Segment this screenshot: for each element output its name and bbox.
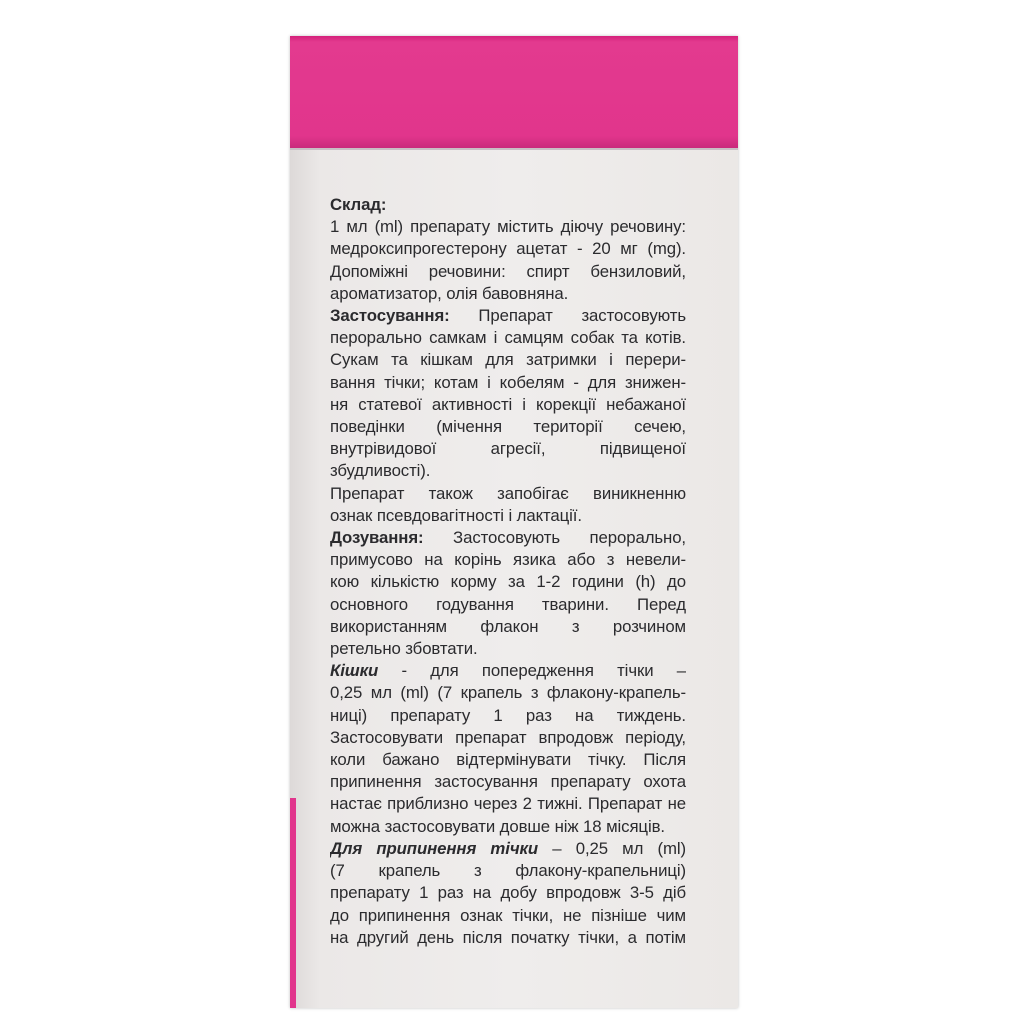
- usage-extra-line: Препарат також запобігає виникненню: [330, 483, 686, 503]
- cats-line: коли бажано відтермінувати тічку. Після: [330, 750, 686, 770]
- usage-line: вання тічки; котам і кобелям - для знижен-: [330, 372, 686, 392]
- stop-line: до припинення ознак тічки, не пізніше чим: [330, 905, 686, 925]
- usage-line: перорально самкам і самцям собак та котів.: [330, 328, 686, 348]
- usage-line: ня статевої активності і корекції небажаної: [330, 394, 686, 414]
- dosage-line: основного годування тварини. Перед: [330, 594, 686, 614]
- cats-line: настає приблизно через 2 тижні. Препарат не: [330, 794, 686, 814]
- usage-line: поведінки (мічення території сечею,: [330, 417, 686, 437]
- composition-line: Допоміжні речовини: спирт бензиловий,: [330, 261, 686, 281]
- composition-line: ароматизатор, олія бавовняна.: [330, 283, 569, 303]
- stop-line: – 0,25 мл (ml): [538, 838, 686, 858]
- cats-line: ниці) препарату 1 раз на тиждень.: [330, 705, 686, 725]
- leaflet-text: [330, 194, 686, 949]
- stop-title: Для припинення тічки: [330, 838, 539, 858]
- magenta-top-band: [290, 36, 738, 148]
- usage-extra-line: ознак псевдовагітності і лактації.: [330, 505, 582, 525]
- dosage-line: примусово на корінь язика або з невели-: [330, 550, 686, 570]
- cats-line: можна застосовувати довше ніж 18 місяців.: [330, 816, 665, 836]
- composition-line: медроксипрогестерону ацетат - 20 мг (mg).: [330, 239, 686, 259]
- usage-line: Сукам та кішкам для затримки і перери-: [330, 350, 686, 370]
- cats-line: - для попередження тічки –: [378, 661, 686, 681]
- dosage-title: Дозування:: [330, 528, 424, 548]
- cats-line: 0,25 мл (ml) (7 крапель з флакону-крапель-: [330, 683, 686, 703]
- package-side-panel: [290, 36, 738, 1008]
- dosage-line: використанням флакон з розчином: [330, 616, 686, 636]
- composition-line: 1 мл (ml) препарату містить діючу речовину:: [330, 217, 686, 237]
- cats-title: Кішки: [330, 661, 379, 681]
- band-divider: [290, 148, 738, 150]
- usage-line: внутрівидової агресії, підвищеної: [330, 439, 686, 459]
- stop-line: на другий день після початку тічки, а потім: [330, 927, 686, 947]
- stop-line: (7 крапель з флакону-крапельниці): [330, 861, 686, 881]
- usage-line: збудливості).: [330, 461, 431, 481]
- usage-heading-line: [330, 305, 686, 327]
- dosage-line: Застосовують перорально,: [423, 528, 686, 548]
- stop-line: препарату 1 раз на добу впродовж 3-5 діб: [330, 883, 686, 903]
- usage-line: Препарат застосовують: [449, 306, 686, 326]
- dosage-line: ретельно збовтати.: [330, 639, 478, 659]
- cats-line: припинення застосування препарату охота: [330, 772, 686, 792]
- dosage-line: кою кількістю корму за 1-2 години (h) до: [330, 572, 686, 592]
- stop-heading-line: [330, 838, 686, 860]
- magenta-side-strip: [290, 798, 296, 1008]
- cats-heading-line: [330, 660, 686, 682]
- usage-title: Застосування:: [330, 306, 450, 326]
- cats-line: Застосовувати препарат впродовж періоду,: [330, 727, 686, 747]
- composition-title: Склад:: [330, 195, 387, 214]
- dosage-heading-line: [330, 527, 686, 549]
